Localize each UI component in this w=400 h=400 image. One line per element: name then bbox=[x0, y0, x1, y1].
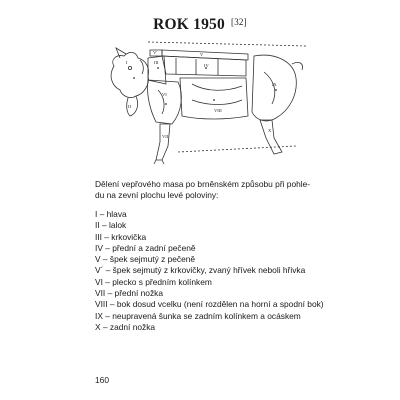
heading-title: ROK 1950 bbox=[153, 16, 225, 33]
figure-numeral: VIII bbox=[214, 108, 222, 113]
page-number: 160 bbox=[95, 375, 109, 385]
figure-caption bbox=[95, 179, 320, 201]
legend-item: II – lalok bbox=[95, 220, 127, 231]
legend-item: X – zadní nožka bbox=[95, 321, 156, 332]
legend-item: I – hlava bbox=[95, 209, 127, 219]
cut-head-shape bbox=[111, 52, 148, 97]
cuts-legend bbox=[95, 209, 335, 333]
figure-numeral: I bbox=[126, 60, 128, 65]
figure-numeral: X bbox=[268, 128, 272, 133]
figure-numeral: II bbox=[128, 104, 131, 109]
legend-item: III – krkovička bbox=[95, 231, 147, 242]
figure-numeral: VI bbox=[162, 92, 167, 97]
legend-item: VII – přední nožka bbox=[95, 288, 163, 299]
caption-text: Dělení vepřového masa po brněnském způsobu při pohle- du na zevní plochu levé poloviny: bbox=[95, 179, 311, 200]
legend-item: V´ – špek sejmutý z krkovičky, zvaný hřívek neboli hřivka bbox=[95, 265, 306, 276]
page-heading bbox=[0, 16, 400, 34]
figure-numeral: IX bbox=[272, 82, 277, 87]
heading-reference: [32] bbox=[231, 17, 247, 27]
legend-item: V – špek sejmutý z pečeně bbox=[95, 254, 196, 265]
cut-shoulder-shape bbox=[147, 80, 181, 124]
cut-hind-foot-shape bbox=[260, 120, 282, 154]
figure-numeral: IV bbox=[204, 63, 209, 68]
figure-numeral: VII bbox=[162, 134, 169, 139]
legend-item: IX – neupravená šunka se zadním kolínkem a ocáskem bbox=[95, 310, 301, 321]
legend-item: IV – přední a zadní pečeně bbox=[95, 242, 196, 253]
cut-front-foot-shape bbox=[156, 124, 170, 160]
cut-backfat-shape bbox=[162, 50, 248, 60]
figure-numeral: III bbox=[154, 60, 159, 65]
legend-item: VIII – bok dosud vcelku (není rozdělen na horní a spodní bok) bbox=[95, 299, 324, 310]
figure-numeral: V' bbox=[153, 50, 158, 55]
pork-cuts-illustration bbox=[96, 34, 310, 174]
legend-item: VI – plecko s předním kolínkem bbox=[95, 276, 212, 287]
figure-numeral: V bbox=[200, 52, 204, 57]
